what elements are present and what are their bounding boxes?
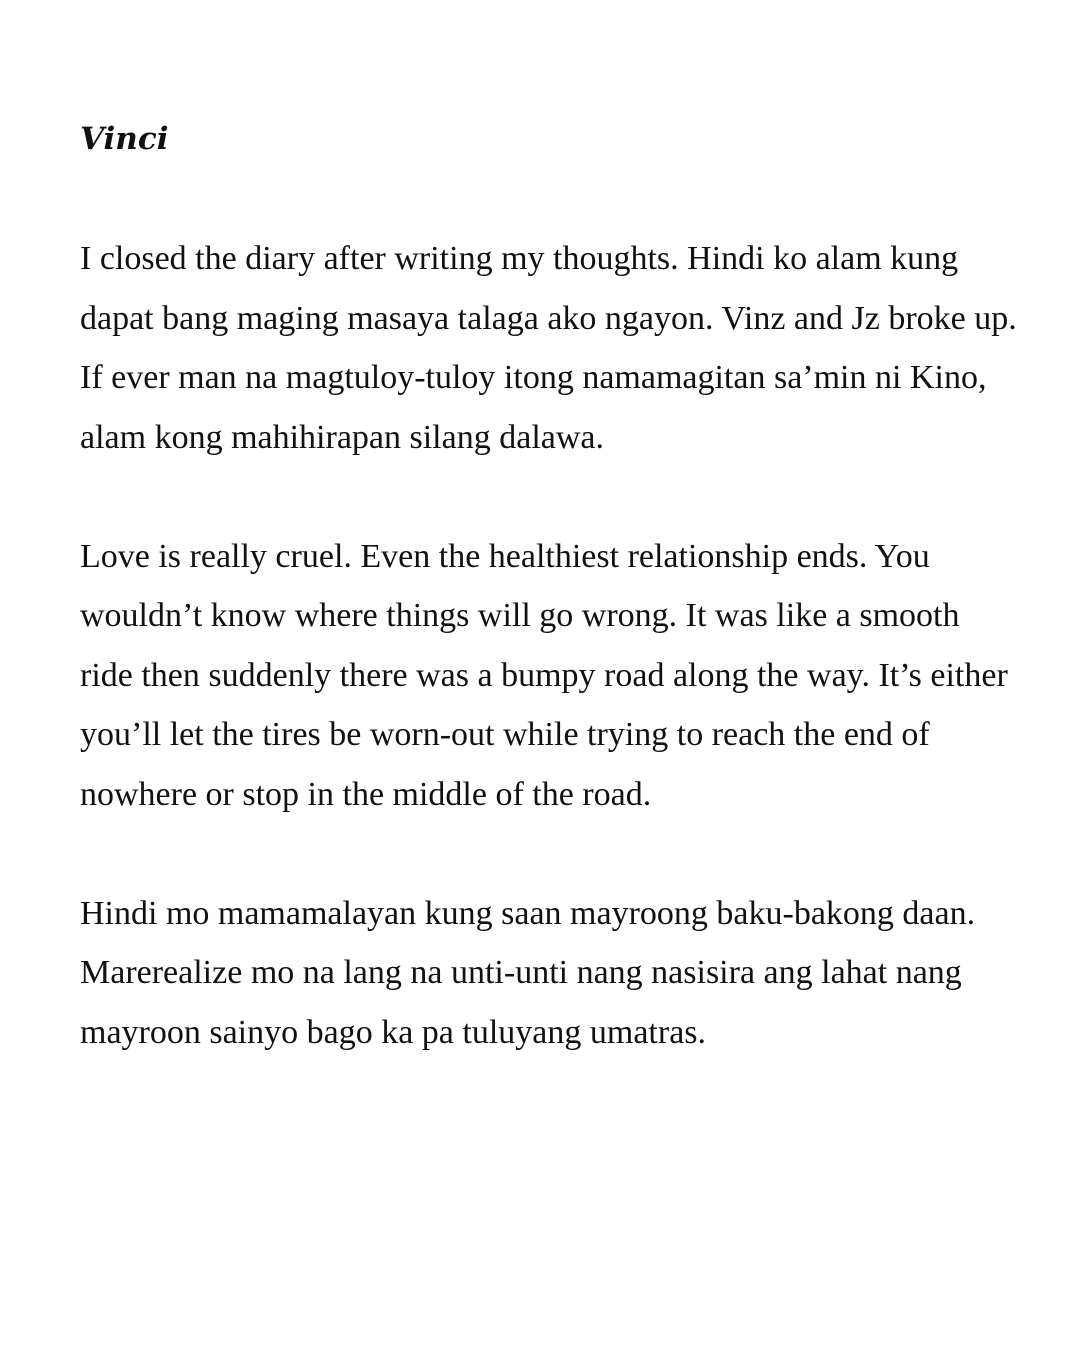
paragraph-3: Hindi mo mamamalayan kung saan mayroong baku-bakong daan. Marerealize mo na lang na unti-unti nang nasisira ang lahat nang mayroon sainyo bago ka pa tuluyang umatras. <box>80 894 976 1051</box>
document-page <box>80 110 1020 1062</box>
paragraph-2: Love is really cruel. Even the healthiest relationship ends. You wouldn’t know where things will go wrong. It was like a smooth ride then suddenly there was a bumpy road along the way. It’s either you’ll let the tires be worn-out while trying to reach the end of nowhere or stop in the middle of the road. <box>80 537 1008 813</box>
paragraph-1: I closed the diary after writing my thoughts. Hindi ko alam kung dapat bang maging masaya talaga ako ngayon. Vinz and Jz broke up. If ever man na magtuloy-tuloy itong namamagitan sa’min ni Kino, alam kong mahihirapan silang dalawa. <box>80 240 1017 456</box>
section-heading: Vinci <box>80 121 169 157</box>
